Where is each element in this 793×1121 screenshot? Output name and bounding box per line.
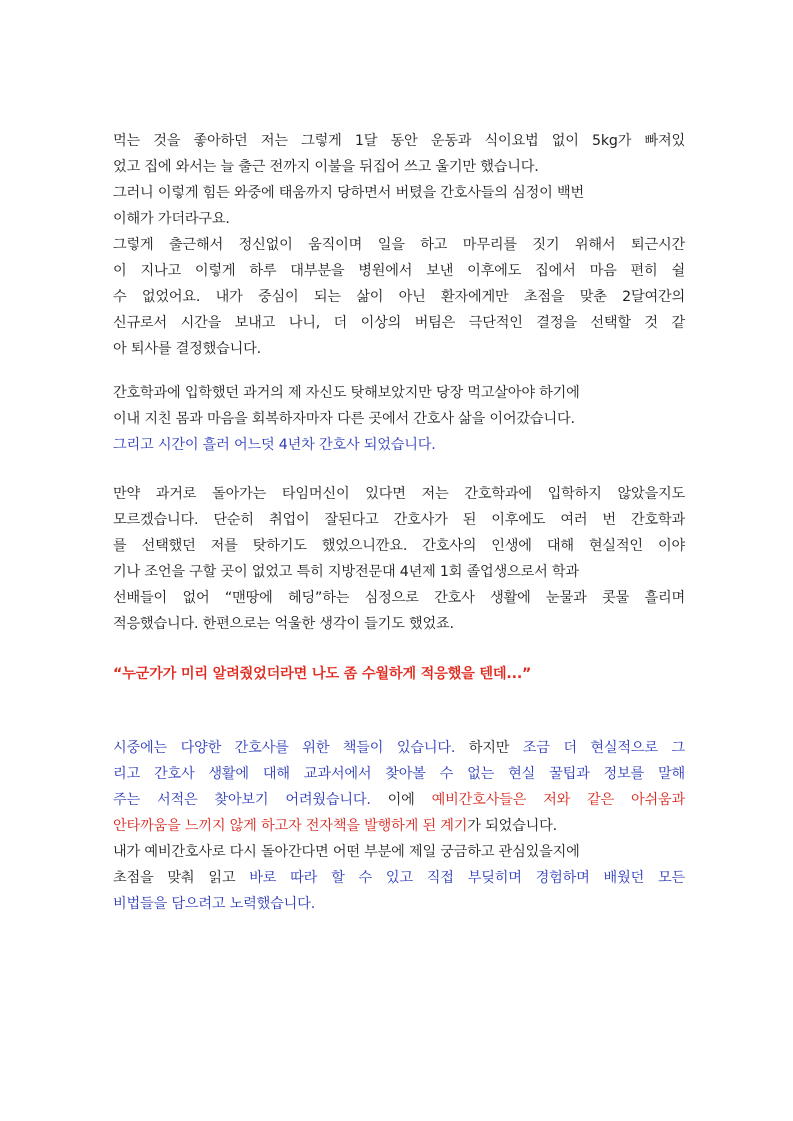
quote-text: “누군가가 미리 알려줬었더라면 나도 좀 수월하게 적응했을 텐데...” [113, 666, 532, 682]
paragraph-continuing [113, 380, 685, 458]
text-line: 수 없었어요. 내가 중심이 되는 삶이 아닌 환자에게만 초점을 맞춘 2달여간의 [113, 289, 685, 305]
highlight-line: 그리고 시간이 흘러 어느덧 4년차 간호사 되었습니다. [113, 437, 436, 453]
paragraph-ebook-purpose [113, 735, 685, 917]
blue-text: 주는 서적은 찾아보기 어려웠습니다. [113, 792, 371, 808]
paragraph-time-machine [113, 481, 685, 637]
paragraph-resignation [113, 128, 685, 362]
text-line: 내가 예비간호사로 다시 돌아간다면 어떤 부분에 제일 궁금하고 관심있을지에 [113, 844, 580, 860]
text-line [113, 865, 685, 891]
text-line: 만약 과거로 돌아가는 타임머신이 있다면 저는 간호학과에 입학하지 않았을지도 [113, 486, 685, 502]
text-line: 이해가 가더라구요. [113, 211, 230, 227]
text-line: 리고 간호사 생활에 대해 교과서에서 찾아볼 수 없는 현실 꿀팁과 정보를 말해 [113, 766, 685, 782]
quote-block [113, 661, 685, 687]
text-line: 모르겠습니다. 단순히 취업이 잘된다고 간호사가 된 이후에도 여러 번 간호학과 [113, 512, 685, 528]
text-line [113, 813, 685, 839]
blue-text: 시중에는 다양한 간호사를 위한 책들이 있습니다. [113, 740, 456, 756]
red-text: 안타까움을 느끼지 않게 하고자 전자책을 발행하게 된 계기 [113, 818, 468, 834]
text-line: 비법들을 담으려고 노력했습니다. [113, 896, 316, 912]
blue-text: 조금 더 현실적으로 그 [522, 740, 685, 756]
plain-text: 초점을 맞춰 읽고 [113, 870, 250, 886]
text-line [113, 787, 685, 813]
text-line: 기나 조언을 구할 곳이 없었고 특히 지방전문대 4년제 1회 졸업생으로서 학과 [113, 564, 579, 580]
plain-text: 가 되었습니다. [467, 818, 557, 834]
text-line: 먹는 것을 좋아하던 저는 그렇게 1달 동안 운동과 식이요법 없이 5kg가 빠져있 [113, 133, 685, 149]
text-line [113, 735, 685, 761]
text-line: 간호학과에 입학했던 과거의 제 자신도 탓해보았지만 당장 먹고살아야 하기에 [113, 385, 580, 401]
blue-text: 바로 따라 할 수 있고 직접 부딪히며 경험하며 배웠던 모든 [249, 870, 685, 886]
red-text: 예비간호사들은 저와 같은 아쉬움과 [431, 792, 685, 808]
text-line: 이 지나고 이렇게 하루 대부분을 병원에서 보낸 이후에도 집에서 마음 편히 쉴 [113, 263, 685, 279]
text-line: 었고 집에 와서는 늘 출근 전까지 이불을 뒤집어 쓰고 울기만 했습니다. [113, 159, 539, 175]
text-line: 아 퇴사를 결정했습니다. [113, 341, 261, 357]
text-line: 를 선택했던 저를 탓하기도 했었으니깐요. 간호사의 인생에 대해 현실적인 이야 [113, 538, 685, 554]
text-line: 이내 지친 몸과 마음을 회복하자마자 다른 곳에서 간호사 삶을 이어갔습니다. [113, 411, 575, 427]
text-line: 그렇게 출근해서 정신없이 움직이며 일을 하고 마무리를 짓기 위해서 퇴근시간 [113, 237, 685, 253]
text-line: 그러니 이렇게 힘든 와중에 태움까지 당하면서 버텼을 간호사들의 심정이 백번 [113, 185, 584, 201]
plain-text: 하지만 [455, 740, 523, 756]
text-line: 선배들이 없어 “맨땅에 헤딩”하는 심정으로 간호사 생활에 눈물과 콧물 흘리며 [113, 590, 685, 606]
text-line: 신규로서 시간을 보내고 나니, 더 이상의 버팀은 극단적인 결정을 선택할 것 같 [113, 315, 685, 331]
plain-text: 이에 [370, 792, 432, 808]
text-line: 적응했습니다. 한편으로는 억울한 생각이 들기도 했었죠. [113, 616, 454, 632]
